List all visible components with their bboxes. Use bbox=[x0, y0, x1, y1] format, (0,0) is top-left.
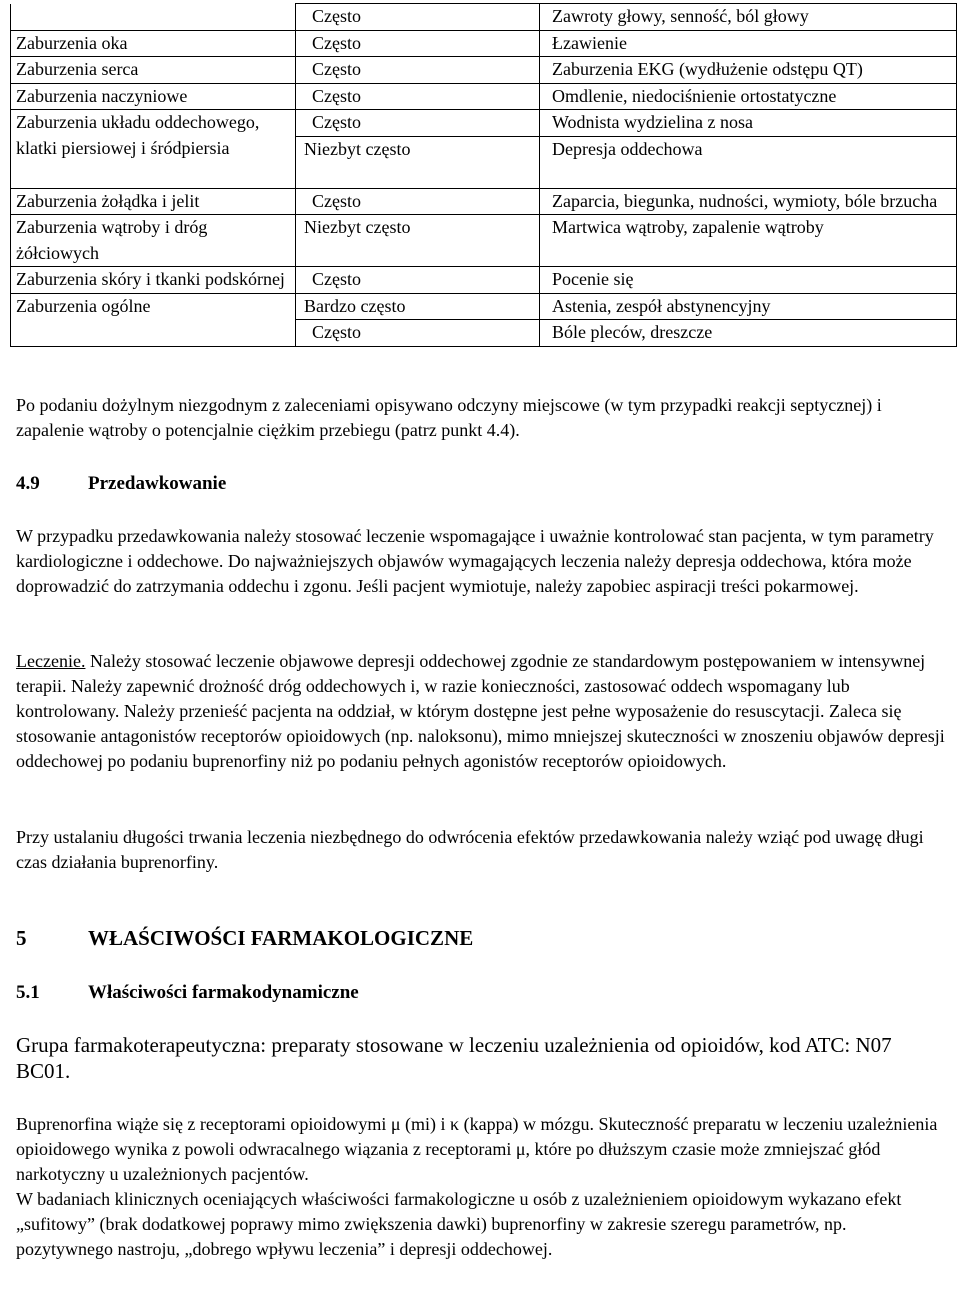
table-row bbox=[11, 188, 957, 215]
section-heading-5 bbox=[16, 926, 473, 951]
section-number: 4.9 bbox=[16, 473, 40, 494]
frequency-cell: Często bbox=[296, 30, 540, 57]
table-row bbox=[11, 57, 957, 84]
table-row bbox=[11, 83, 957, 110]
section-title: WŁAŚCIWOŚCI FARMAKOLOGICZNE bbox=[88, 926, 474, 950]
table-row bbox=[11, 30, 957, 57]
mechanism-paragraph: Buprenorfina wiąże się z receptorami opioidowymi μ (mi) i κ (kappa) w mózgu. Skuteczność preparatu w leczeniu uzależnienia opioidowego wynika z powoli odwracalnego wiązania z receptorami μ, które po dłuższym czasie może zmniejszać głód narkotyczny u uzależnionych pacjentów. bbox=[16, 1114, 938, 1184]
frequency-cell: Bardzo często bbox=[296, 293, 540, 320]
duration-paragraph: Przy ustalaniu długości trwania leczenia niezbędnego do odwrócenia efektów przedawkowania należy wziąć pod uwagę długi czas działania buprenorfiny. bbox=[16, 827, 924, 872]
effect-cell: Martwica wątroby, zapalenie wątroby bbox=[540, 215, 957, 267]
organ-cell: Zaburzenia naczyniowe bbox=[11, 83, 296, 110]
organ-cell bbox=[11, 4, 296, 31]
treatment-text: Należy stosować leczenie objawowe depresji oddechowej zgodnie ze standardowym postępowaniem w intensywnej terapii. Należy zapewnić drożność dróg oddechowych i, w razie konieczności, zastosować oddech wspomagany lub kontrolowany. Należy przenieść pacjenta na oddział, w którym dostępne jest pełne wyposażenie do resuscytacji. Zaleca się stosowanie antagonistów receptorów opioidowych (np. naloksonu), mimo mniejszej skuteczności w znoszeniu objawów depresji oddechowej po podaniu buprenorfiny niż po podaniu pełnych agonistów receptorów opioidowych. bbox=[16, 651, 945, 771]
organ-cell: Zaburzenia układu oddechowego, klatki piersiowej i śródpiersia bbox=[11, 110, 296, 189]
section-number: 5.1 bbox=[16, 982, 40, 1003]
treatment-label: Leczenie. bbox=[16, 651, 86, 671]
organ-cell bbox=[11, 320, 296, 347]
pharmacotherapeutic-group-paragraph: Grupa farmakoterapeutyczna: preparaty stosowane w leczeniu uzależnienia od opioidów, kod ATC: N07 BC01. bbox=[16, 1033, 892, 1083]
section-title: Przedawkowanie bbox=[88, 473, 227, 494]
frequency-cell: Często bbox=[296, 267, 540, 294]
frequency-cell: Często bbox=[296, 110, 540, 137]
section-number: 5 bbox=[16, 926, 27, 950]
effect-cell: Zawroty głowy, senność, ból głowy bbox=[540, 4, 957, 31]
organ-cell: Zaburzenia wątroby i dróg żółciowych bbox=[11, 215, 296, 267]
effect-cell: Omdlenie, niedociśnienie ortostatyczne bbox=[540, 83, 957, 110]
frequency-cell: Często bbox=[296, 188, 540, 215]
effect-cell: Bóle pleców, dreszcze bbox=[540, 320, 957, 347]
effect-cell: Depresja oddechowa bbox=[540, 136, 957, 188]
frequency-cell: Niezbyt często bbox=[296, 136, 540, 188]
section-title: Właściwości farmakodynamiczne bbox=[88, 982, 359, 1003]
table-row bbox=[11, 4, 957, 31]
table-row bbox=[11, 293, 957, 320]
frequency-cell: Często bbox=[296, 320, 540, 347]
organ-cell: Zaburzenia oka bbox=[11, 30, 296, 57]
injection-paragraph: Po podaniu dożylnym niezgodnym z zaleceniami opisywano odczyny miejscowe (w tym przypadki reakcji septycznej) i zapalenie wątroby o potencjalnie ciężkim przebiegu (patrz punkt 4.4). bbox=[16, 395, 882, 440]
frequency-cell: Często bbox=[296, 83, 540, 110]
section-heading-4-9 bbox=[16, 471, 226, 496]
effect-cell: Zaburzenia EKG (wydłużenie odstępu QT) bbox=[540, 57, 957, 84]
table-row bbox=[11, 110, 957, 137]
effect-cell: Łzawienie bbox=[540, 30, 957, 57]
table-row bbox=[11, 267, 957, 294]
frequency-cell: Niezbyt często bbox=[296, 215, 540, 267]
organ-cell: Zaburzenia żołądka i jelit bbox=[11, 188, 296, 215]
frequency-cell: Często bbox=[296, 57, 540, 84]
adverse-effects-table bbox=[10, 3, 957, 347]
organ-cell: Zaburzenia serca bbox=[11, 57, 296, 84]
organ-cell: Zaburzenia ogólne bbox=[11, 293, 296, 320]
effect-cell: Pocenie się bbox=[540, 267, 957, 294]
effect-cell: Wodnista wydzielina z nosa bbox=[540, 110, 957, 137]
overdose-paragraph: W przypadku przedawkowania należy stosować leczenie wspomagające i uważnie kontrolować stan pacjenta, w tym parametry kardiologiczne i oddechowe. Do najważniejszych objawów wymagających leczenia należy depresja oddechowa, która może doprowadzić do zatrzymania oddechu i zgonu. Jeśli pacjent wymiotuje, należy zapobiec aspiracji treści pokarmowej. bbox=[16, 526, 934, 596]
treatment-paragraph bbox=[16, 649, 946, 774]
frequency-cell: Często bbox=[296, 4, 540, 31]
organ-cell: Zaburzenia skóry i tkanki podskórnej bbox=[11, 267, 296, 294]
section-heading-5-1 bbox=[16, 980, 359, 1005]
effect-cell: Zaparcia, biegunka, nudności, wymioty, bóle brzucha bbox=[540, 188, 957, 215]
table-row bbox=[11, 215, 957, 267]
clinical-studies-paragraph: W badaniach klinicznych oceniających właściwości farmakologiczne u osób z uzależnieniem opioidowym wykazano efekt „sufitowy” (brak dodatkowej poprawy mimo zwiększenia dawki) buprenorfiny w zakresie szeregu parametrów, np. pozytywnego nastroju, „dobrego wpływu leczenia” i depresji oddechowej. bbox=[16, 1189, 902, 1259]
table-row bbox=[11, 320, 957, 347]
effect-cell: Astenia, zespół abstynencyjny bbox=[540, 293, 957, 320]
